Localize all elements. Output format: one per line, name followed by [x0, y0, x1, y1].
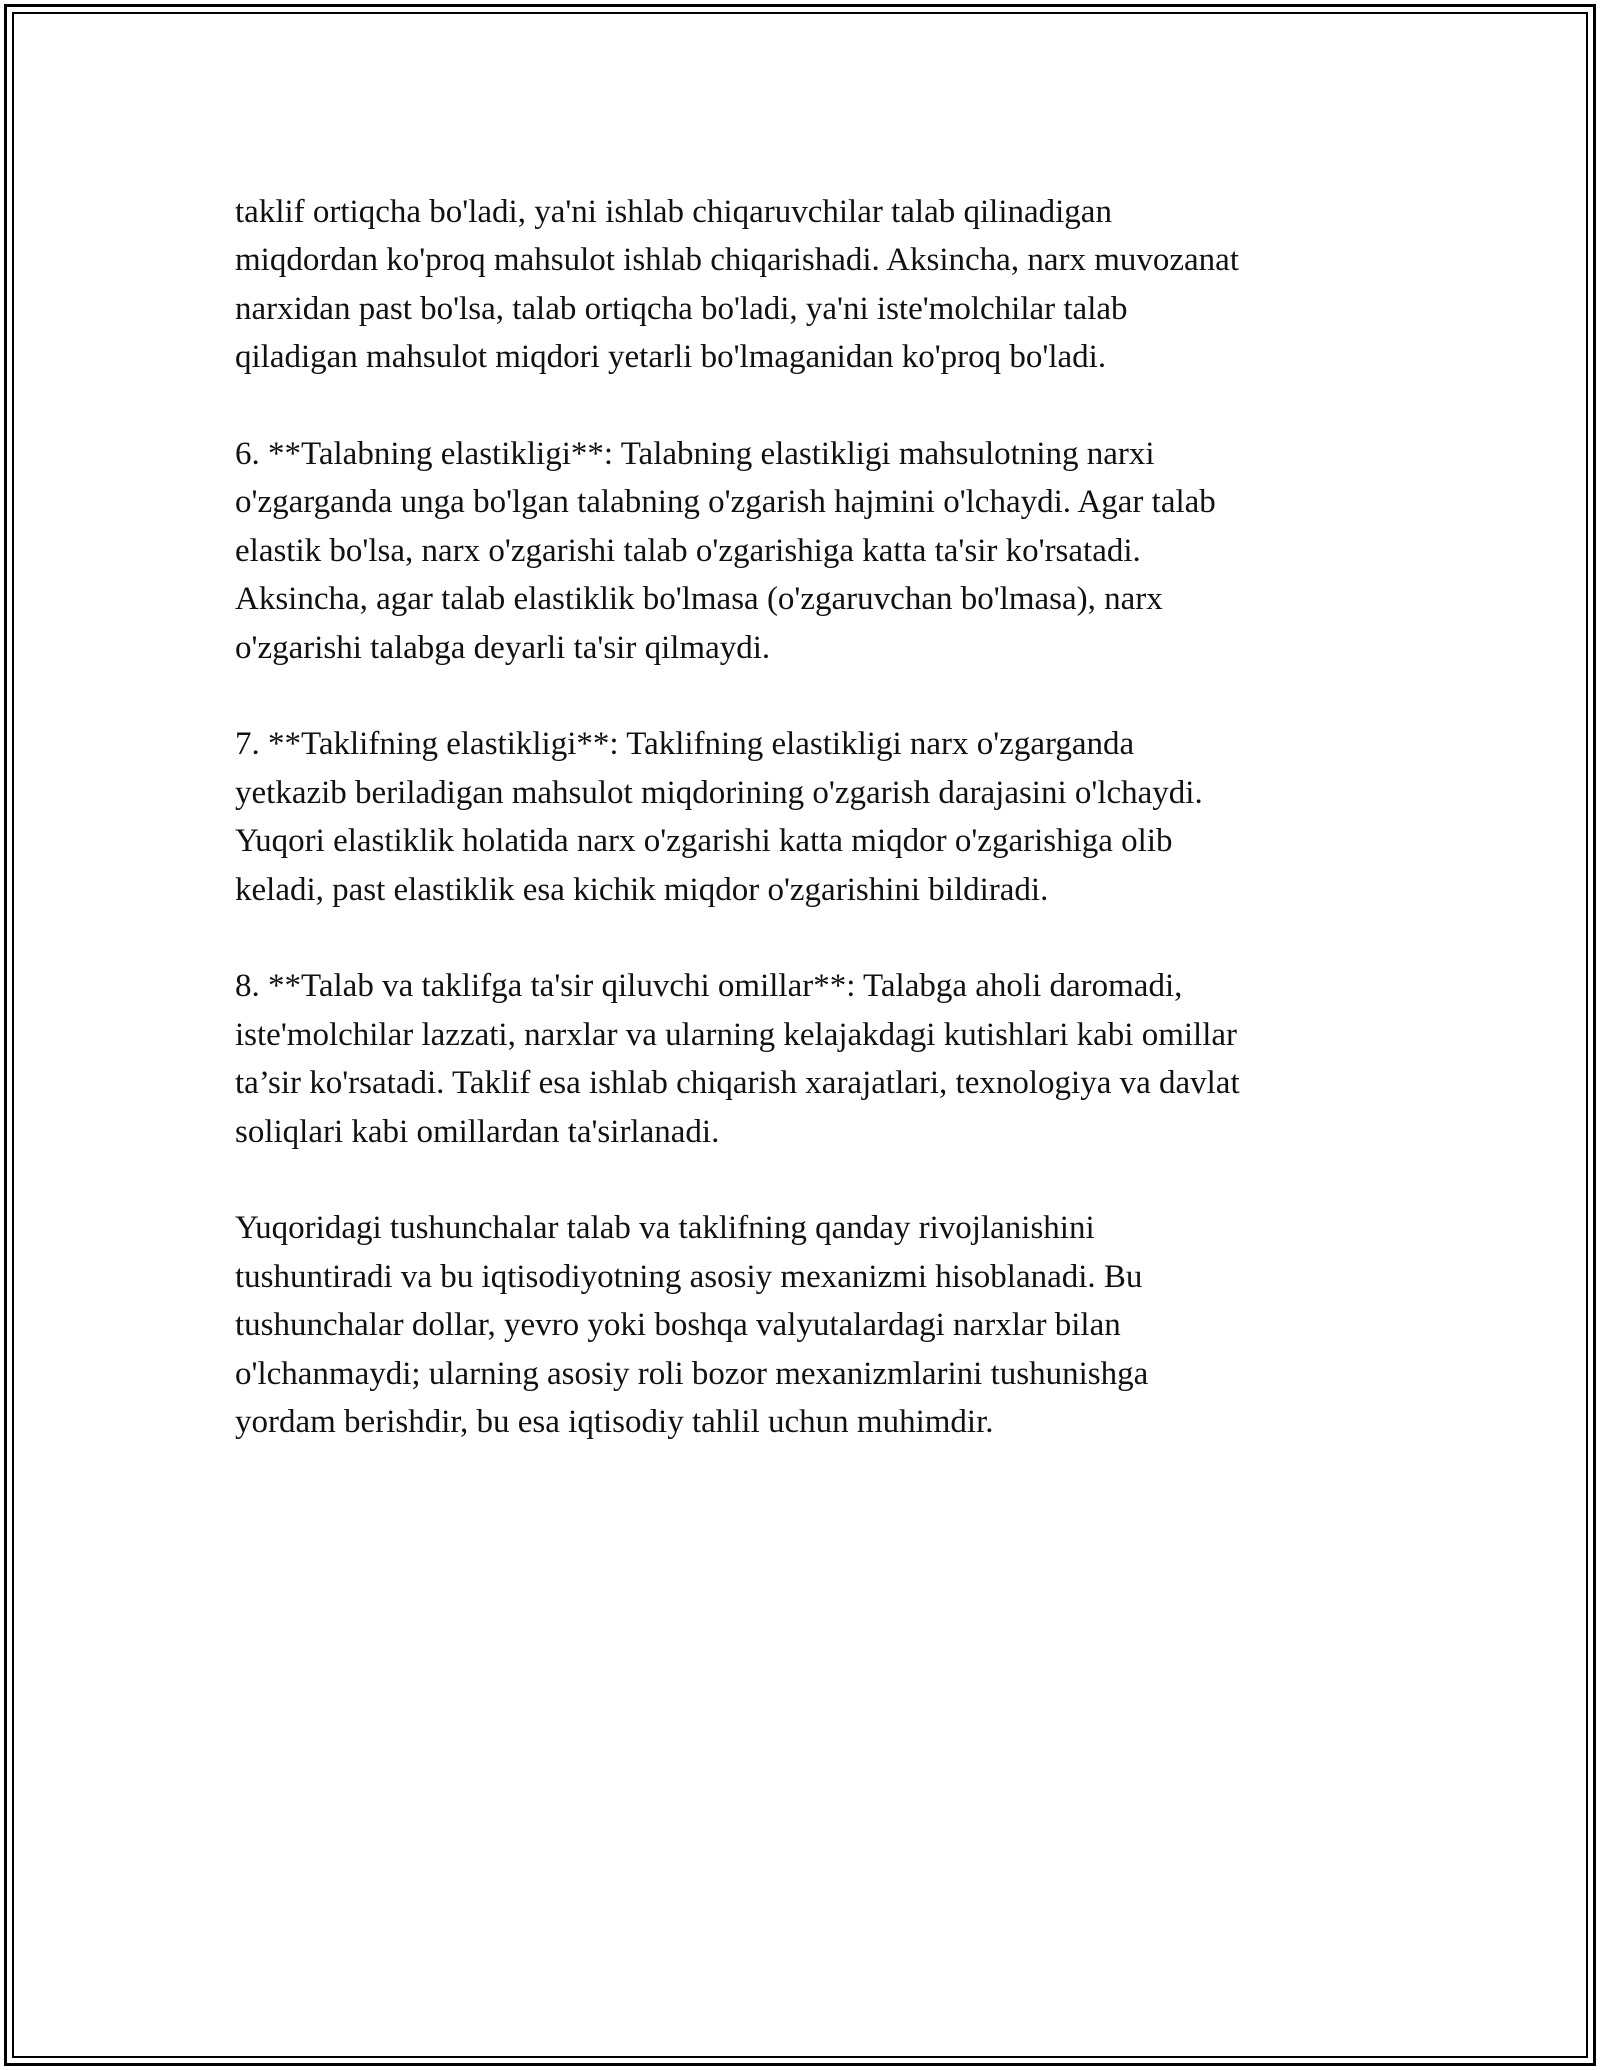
paragraph-demand-elasticity: 6. **Talabning elastikligi**: Talabning elastikligi mahsulotning narxi o'zgarganda unga bo'lgan talabning o'zgarish hajmini o'lchaydi. Agar talab elastik bo'lsa, narx o'zgarishi talab o'zgarishiga katta ta'sir ko'rsatadi. Aksincha, agar talab elastiklik bo'lmasa (o'zgaruvchan bo'lmasa), narx o'zgarishi talabga deyarli ta'sir qilmaydi. — [235, 436, 1216, 666]
paragraph-supply-elasticity: 7. **Taklifning elastikligi**: Taklifning elastikligi narx o'zgarganda yetkazib beriladigan mahsulot miqdorining o'zgarish darajasini o'lchaydi. Yuqori elastiklik holatida narx o'zgarishi katta miqdor o'zgarishiga olib keladi, past elastiklik esa kichik miqdor o'zgarishini bildiradi. — [235, 726, 1203, 908]
paragraph-market-surplus: taklif ortiqcha bo'ladi, ya'ni ishlab chiqaruvchilar talab qilinadigan miqdordan ko'proq mahsulot ishlab chiqarishadi. Aksincha, narx muvozanat narxidan past bo'lsa, talab ortiqcha bo'ladi, ya'ni iste'molchilar talab qiladigan mahsulot miqdori yetarli bo'lmaganidan ko'proq bo'ladi. — [235, 194, 1239, 376]
document-body — [235, 188, 1375, 1447]
paragraph-conclusion: Yuqoridagi tushunchalar talab va taklifning qanday rivojlanishini tushuntiradi va bu iqtisodiyotning asosiy mexanizmi hisoblanadi. Bu tushunchalar dollar, yevro yoki boshqa valyutalardagi narxlar bilan o'lchanmaydi; ularning asosiy roli bozor mexanizmlarini tushunishga yordam berishdir, bu esa iqtisodiy tahlil uchun muhimdir. — [235, 1210, 1149, 1441]
paragraph-influencing-factors: 8. **Talab va taklifga ta'sir qiluvchi omillar**: Talabga aholi daromadi, iste'molchilar lazzati, narxlar va ularning kelajakdagi kutishlari kabi omillar ta’sir ko'rsatadi. Taklif esa ishlab chiqarish xarajatlari, texnologiya va davlat soliqlari kabi omillardan ta'sirlanadi. — [235, 968, 1240, 1150]
